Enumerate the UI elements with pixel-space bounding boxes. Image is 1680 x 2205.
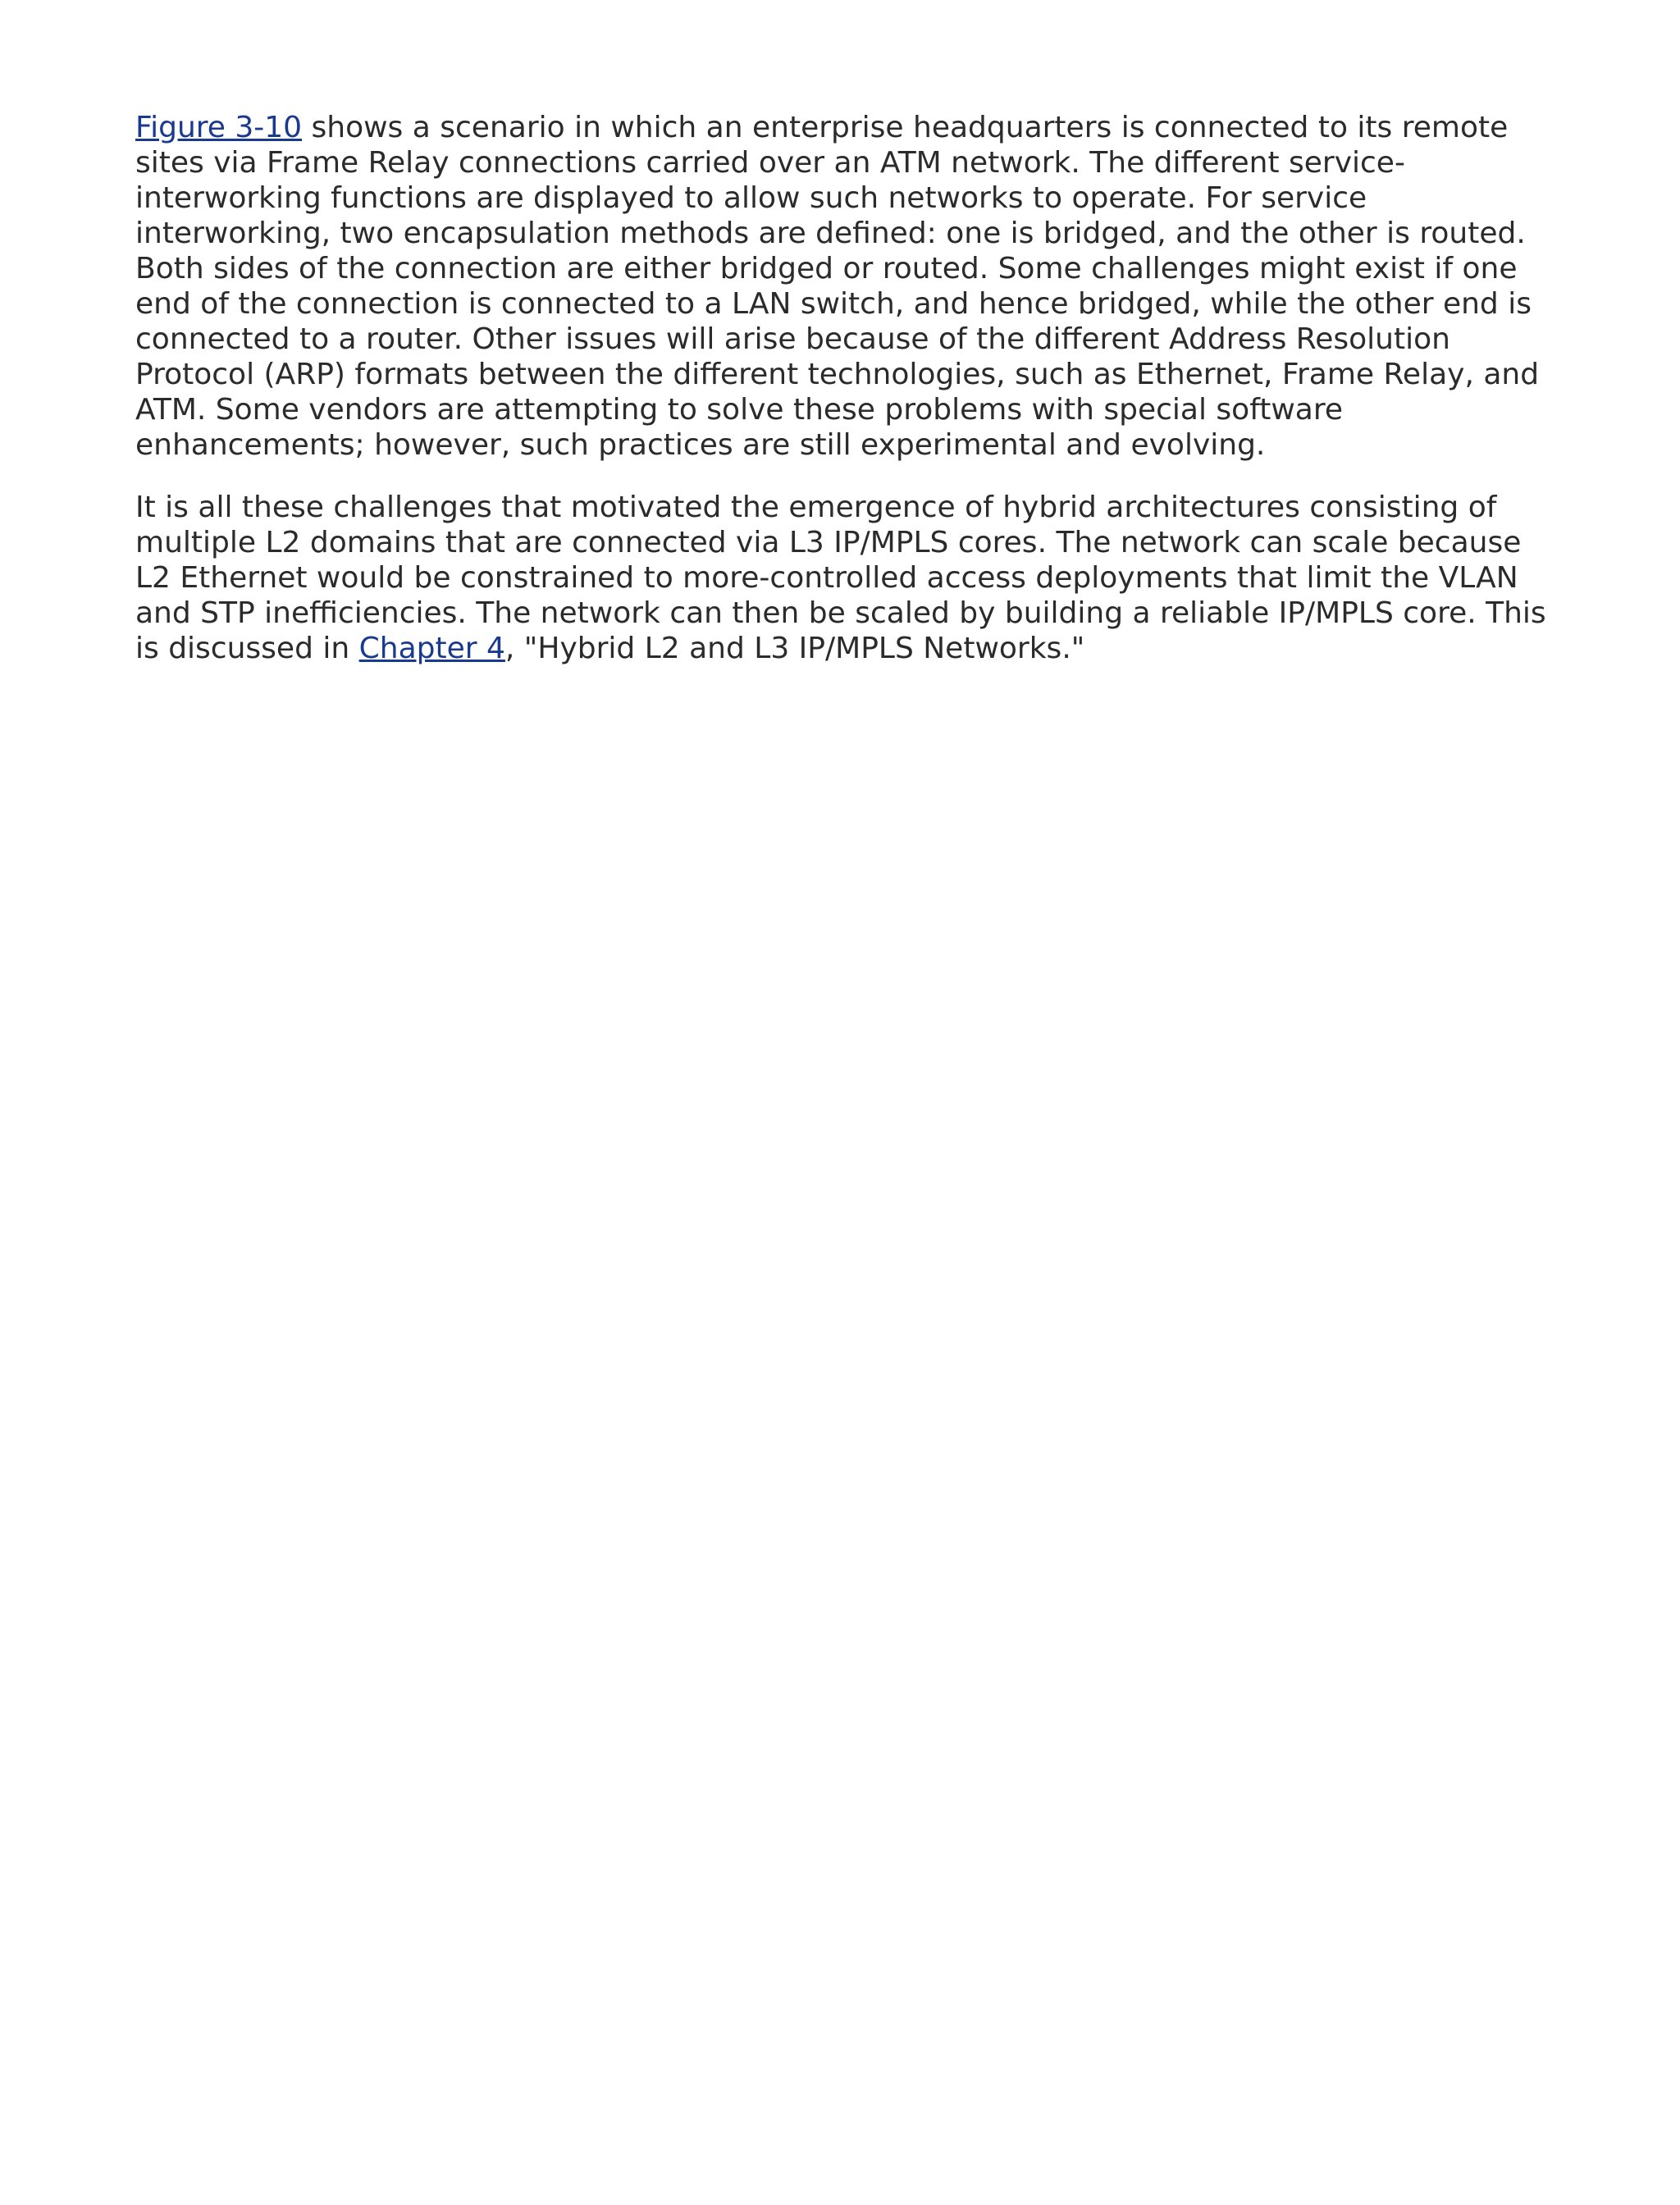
paragraph-1-text: shows a scenario in which an enterprise headquarters is connected to its remote sites via Frame Relay connections carried over an ATM network. The different service-interworking functions are displayed to allow such networks to operate. For service interworking, two encapsulation methods are defined: one is bridged, and the other is routed. Both sides of the connection are either bridged or routed. Some challenges might exist if one end of the connection is connected to a LAN switch, and hence bridged, while the other end is connected to a router. Other issues will arise because of the different Address Resolution Protocol (ARP) formats between the different technologies, such as Ethernet, Frame Relay, and ATM. Some vendors are attempting to solve these problems with special software enhancements; however, such practices are still experimental and evolving. bbox=[135, 111, 1540, 462]
paragraph-1 bbox=[135, 110, 1563, 463]
figure-3-10-link[interactable]: Figure 3-10 bbox=[135, 111, 303, 144]
chapter-4-link[interactable]: Chapter 4 bbox=[358, 632, 505, 665]
paragraph-2-text-after: , "Hybrid L2 and L3 IP/MPLS Networks." bbox=[504, 632, 1085, 665]
paragraph-2 bbox=[135, 490, 1563, 666]
paragraph-2-text-before: It is all these challenges that motivated the emergence of hybrid architectures consisting of multiple L2 domains that are connected via L3 IP/MPLS cores. The network can scale because L2 Ethernet would be constrained to more-controlled access deployments that limit the VLAN and STP inefficiencies. The network can then be scaled by building a reliable IP/MPLS core. This is discussed in bbox=[135, 491, 1546, 665]
document-body bbox=[135, 110, 1563, 693]
